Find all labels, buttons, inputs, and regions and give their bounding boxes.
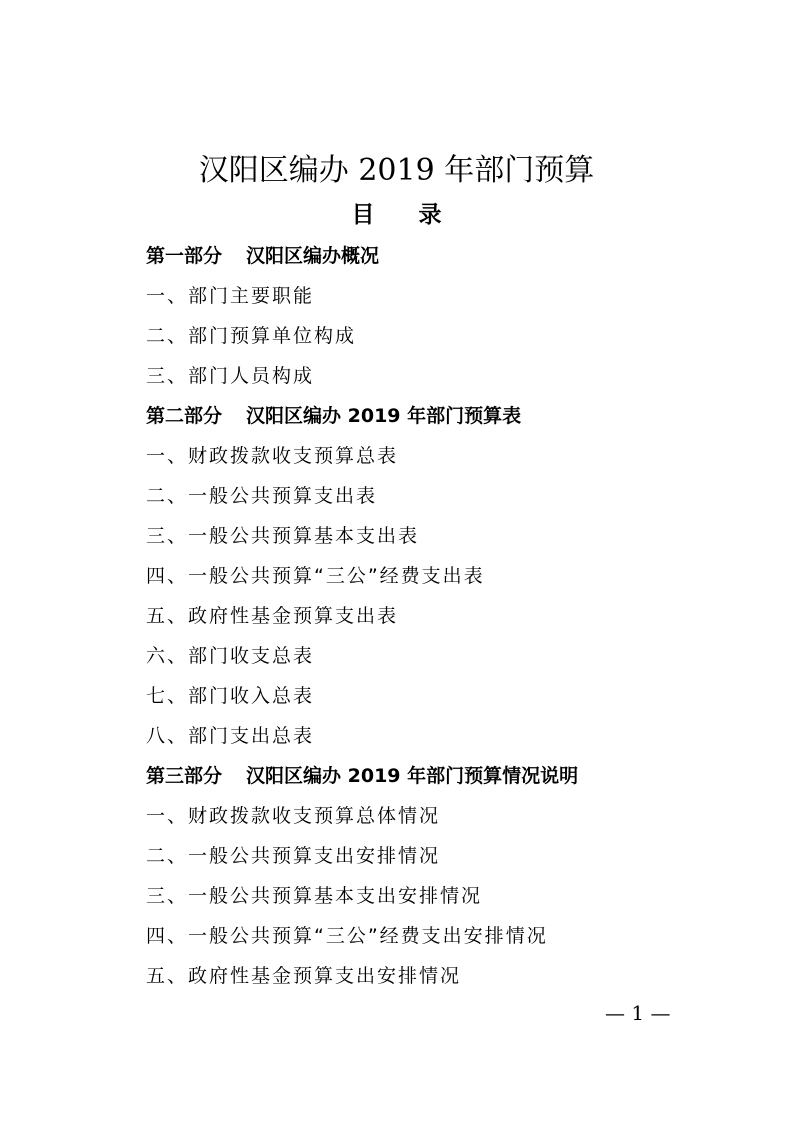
toc-item[interactable]: 一、财政拨款收支预算总体情况 — [146, 805, 441, 827]
table-of-contents — [146, 236, 706, 996]
toc-item[interactable]: 三、部门人员构成 — [146, 365, 315, 387]
toc-part-3-title: 汉阳区编办 2019 年部门预算情况说明 — [246, 765, 579, 787]
toc-part-1[interactable] — [146, 236, 706, 276]
toc-part-2-title: 汉阳区编办 2019 年部门预算表 — [246, 405, 522, 427]
toc-item[interactable]: 二、部门预算单位构成 — [146, 325, 357, 347]
toc-item[interactable]: 三、一般公共预算基本支出安排情况 — [146, 885, 483, 907]
toc-item[interactable]: 四、一般公共预算“三公”经费支出表 — [146, 565, 485, 587]
toc-part-1-title: 汉阳区编办概况 — [246, 245, 380, 267]
toc-heading: 目 录 — [351, 202, 460, 228]
toc-part-2-number: 第二部分 — [146, 405, 223, 427]
toc-item[interactable]: 二、一般公共预算支出表 — [146, 485, 378, 507]
toc-part-3[interactable] — [146, 756, 706, 796]
toc-part-1-number: 第一部分 — [146, 245, 223, 267]
toc-item[interactable]: 六、部门收支总表 — [146, 645, 315, 667]
toc-part-3-number: 第三部分 — [146, 765, 223, 787]
toc-item[interactable]: 二、一般公共预算支出安排情况 — [146, 845, 441, 867]
toc-item[interactable]: 一、财政拨款收支预算总表 — [146, 445, 399, 467]
toc-item[interactable]: 五、政府性基金预算支出安排情况 — [146, 965, 462, 987]
toc-item[interactable]: 八、部门支出总表 — [146, 725, 315, 747]
toc-item[interactable]: 五、政府性基金预算支出表 — [146, 605, 399, 627]
toc-item[interactable]: 七、部门收入总表 — [146, 685, 315, 707]
document-title: 汉阳区编办 2019 年部门预算 — [198, 153, 595, 188]
toc-item[interactable]: 四、一般公共预算“三公”经费支出安排情况 — [146, 925, 548, 947]
toc-item[interactable]: 一、部门主要职能 — [146, 285, 315, 307]
toc-part-2[interactable] — [146, 396, 706, 436]
page-number: — 1 — — [605, 1001, 671, 1025]
toc-item[interactable]: 三、一般公共预算基本支出表 — [146, 525, 420, 547]
